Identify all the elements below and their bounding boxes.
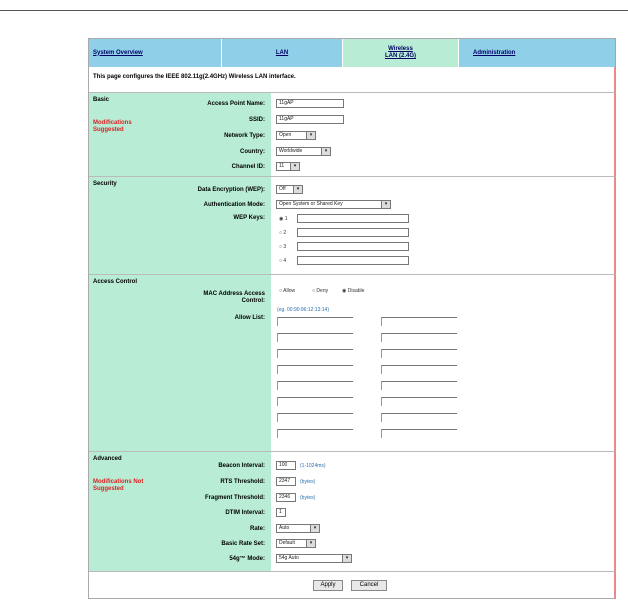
- network-type-label: Network Type:: [224, 133, 265, 139]
- mode-select[interactable]: [276, 554, 352, 563]
- channel-select[interactable]: [276, 162, 300, 171]
- basic-note: Modifications Suggested: [93, 120, 132, 133]
- ssid-label: SSID:: [248, 117, 265, 123]
- chevron-down-icon: ▾: [293, 186, 302, 193]
- allow-list-input[interactable]: [381, 413, 457, 422]
- auth-mode-select[interactable]: [276, 200, 391, 209]
- beacon-interval-input[interactable]: 100: [276, 461, 296, 470]
- tab-wireless-lan[interactable]: Wireless LAN (2.4G): [343, 39, 458, 67]
- dtim-interval-input[interactable]: 1: [276, 508, 286, 517]
- basic-title: Basic: [93, 97, 110, 103]
- allow-list-input[interactable]: [277, 317, 353, 326]
- mac-disable-label: Disable: [347, 288, 365, 294]
- beacon-interval-label: Beacon Interval:: [218, 463, 265, 469]
- basic-section: [89, 92, 615, 176]
- fragment-threshold-unit: (bytes): [300, 495, 316, 501]
- network-type-value: Open: [279, 132, 292, 138]
- allow-list-input[interactable]: [381, 317, 457, 326]
- mode-value: 54g Auto: [279, 555, 299, 561]
- allow-list-input[interactable]: [277, 333, 353, 342]
- fragment-threshold-input[interactable]: 2346: [276, 493, 296, 502]
- advanced-section: [89, 451, 615, 571]
- allow-list-input[interactable]: [277, 429, 353, 438]
- mac-example-hint: (eg. 00:90:96:12:13:14): [277, 307, 329, 313]
- rts-threshold-unit: (bytes): [300, 479, 316, 485]
- channel-value: 11: [279, 163, 285, 169]
- rate-value: Auto: [279, 525, 290, 531]
- mac-access-label: MAC Address Access Control:: [203, 291, 265, 304]
- allow-list-input[interactable]: [381, 333, 457, 342]
- tab-bar: [89, 39, 615, 67]
- allow-list-input[interactable]: [277, 381, 353, 390]
- country-select[interactable]: [276, 147, 331, 156]
- wep-key-2-radio[interactable]: ○ 2: [279, 230, 287, 236]
- allow-list-input[interactable]: [381, 349, 457, 358]
- chevron-down-icon: ▾: [342, 555, 351, 562]
- basic-rate-set-value: Default: [279, 540, 295, 546]
- rts-threshold-input[interactable]: 2347: [276, 477, 296, 486]
- allow-list-input[interactable]: [381, 365, 457, 374]
- ap-name-input[interactable]: 11gAP: [276, 99, 344, 108]
- wep-key-1-input[interactable]: [297, 214, 409, 223]
- mac-deny-radio[interactable]: ○ Deny: [312, 288, 329, 294]
- access-control-section: [89, 274, 615, 451]
- allow-list-input[interactable]: [381, 381, 457, 390]
- chevron-down-icon: ▾: [306, 540, 315, 547]
- chevron-down-icon: ▾: [290, 163, 299, 170]
- fragment-threshold-label: Fragment Threshold:: [204, 495, 265, 501]
- basic-rate-set-label: Basic Rate Set:: [221, 541, 265, 547]
- allow-list-label: Allow List:: [234, 315, 265, 321]
- wep-key-1-radio[interactable]: ◉ 1: [279, 216, 288, 222]
- encryption-select[interactable]: [276, 185, 303, 194]
- button-bar: [89, 571, 615, 599]
- allow-list-input[interactable]: [277, 349, 353, 358]
- wep-key-3-input[interactable]: [297, 242, 409, 251]
- ap-name-label: Access Point Name:: [207, 101, 265, 107]
- wep-key-2-input[interactable]: [297, 228, 409, 237]
- chevron-down-icon: ▾: [381, 201, 390, 208]
- mac-deny-label: Deny: [316, 288, 329, 294]
- wep-key-4-radio[interactable]: ○ 4: [279, 258, 287, 264]
- country-value: Worldwide: [279, 148, 303, 154]
- encryption-label: Data Encryption (WEP):: [197, 187, 265, 193]
- tab-system-overview[interactable]: System Overview: [93, 49, 143, 56]
- security-title: Security: [93, 181, 117, 187]
- cancel-button[interactable]: Cancel: [351, 580, 387, 591]
- tab-administration[interactable]: Administration: [473, 49, 516, 56]
- mode-label: 54g™ Mode:: [229, 556, 265, 562]
- wep-key-4-input[interactable]: [297, 256, 409, 265]
- allow-list-input[interactable]: [277, 397, 353, 406]
- advanced-title: Advanced: [93, 456, 122, 462]
- channel-label: Channel ID:: [231, 164, 265, 170]
- rate-select[interactable]: [276, 524, 320, 533]
- mac-disable-radio[interactable]: ◉ Disable: [342, 288, 365, 294]
- mac-allow-radio[interactable]: ○ Allow: [279, 288, 296, 294]
- allow-list-input[interactable]: [277, 413, 353, 422]
- page-description: This page configures the IEEE 802.11g(2.4GHz) Wireless LAN interface.: [93, 74, 296, 80]
- tab-lan[interactable]: LAN: [275, 49, 289, 56]
- advanced-note: Modifications Not Suggested: [93, 479, 144, 492]
- wep-key-2-label: 2: [283, 230, 287, 236]
- mac-allow-label: Allow: [283, 288, 296, 294]
- wep-key-3-radio[interactable]: ○ 3: [279, 244, 287, 250]
- network-type-select[interactable]: [276, 131, 316, 140]
- wep-keys-label: WEP Keys:: [233, 215, 265, 221]
- chevron-down-icon: ▾: [321, 148, 330, 155]
- rate-label: Rate:: [249, 526, 265, 532]
- wep-key-4-label: 4: [283, 258, 287, 264]
- top-divider: [0, 10, 628, 11]
- basic-rate-set-select[interactable]: [276, 539, 316, 548]
- auth-mode-value: Open System or Shared Key: [279, 201, 343, 207]
- auth-mode-label: Authentication Mode:: [203, 202, 265, 208]
- rts-threshold-label: RTS Threshold:: [220, 479, 265, 485]
- wep-key-1-label: 1: [284, 216, 288, 222]
- wep-key-3-label: 3: [283, 244, 287, 250]
- beacon-interval-unit: (1-1024ms): [300, 463, 326, 469]
- config-frame: [88, 38, 616, 599]
- encryption-value: Off: [279, 186, 286, 192]
- allow-list-input[interactable]: [381, 397, 457, 406]
- dtim-interval-label: DTIM Interval:: [225, 510, 265, 516]
- chevron-down-icon: ▾: [310, 525, 319, 532]
- security-section: [89, 176, 615, 274]
- access-control-title: Access Control: [93, 279, 138, 285]
- chevron-down-icon: ▾: [306, 132, 315, 139]
- ssid-input[interactable]: 11gAP: [276, 115, 344, 124]
- country-label: Country:: [240, 149, 265, 155]
- allow-list-input[interactable]: [277, 365, 353, 374]
- allow-list-input[interactable]: [381, 429, 457, 438]
- apply-button[interactable]: Apply: [313, 580, 343, 591]
